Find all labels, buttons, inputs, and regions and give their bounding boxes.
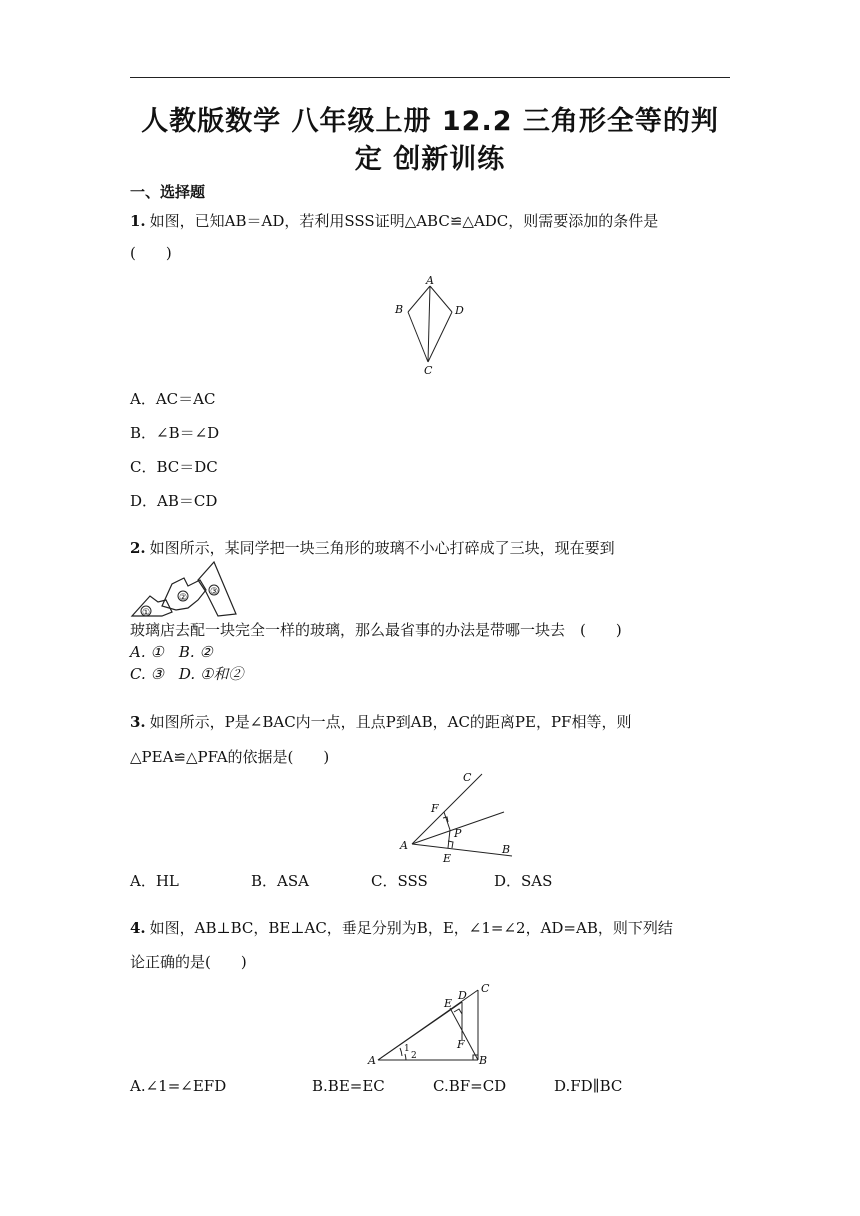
question-number: 4.	[130, 919, 146, 937]
figure-label: P	[454, 827, 462, 840]
question-3-stem	[130, 712, 730, 732]
title-line-2: 定 创新训练	[354, 144, 506, 175]
options-row-1: A. ① B. ②	[130, 643, 213, 661]
option-b: B.BE=EC	[312, 1077, 385, 1095]
page-title	[130, 103, 730, 179]
question-text: 如图，AB⊥BC，BE⊥AC，垂足分别为B，E，∠1=∠2，AD=AB，则下列结	[149, 919, 673, 937]
figure-label: B	[479, 1054, 488, 1067]
question-number: 3.	[130, 713, 146, 731]
question-1-answer-blank: ( )	[130, 244, 172, 262]
figure-label: E	[443, 852, 452, 865]
header-rule	[130, 77, 730, 78]
option-d: D．SAS	[494, 872, 553, 890]
question-2-stem-continued: 玻璃店去配一块完全一样的玻璃，那么最省事的办法是带哪一块去 ( )	[130, 621, 622, 639]
figure-label: C	[463, 771, 472, 784]
piece-label: ②	[179, 593, 188, 603]
option-b: B．ASA	[251, 872, 309, 890]
option-c: C．BC＝DC	[130, 458, 218, 476]
question-4-figure	[366, 978, 500, 1070]
figure-label: B	[395, 303, 404, 316]
question-3-stem-continued: △PEA≌△PFA的依据是( )	[130, 748, 330, 766]
question-4-stem-continued: 论正确的是( )	[130, 953, 247, 971]
question-1-figure	[388, 272, 474, 378]
option-a: A．HL	[130, 872, 179, 890]
question-2-figure	[128, 558, 240, 620]
figure-label: A	[368, 1054, 376, 1067]
figure-label: C	[424, 364, 433, 377]
options-row-2: C. ③ D. ①和②	[130, 665, 244, 683]
question-1-stem	[130, 211, 730, 231]
option-c: C.BF=CD	[433, 1077, 507, 1095]
question-text: 如图，已知AB＝AD，若利用SSS证明△ABC≌△ADC，则需要添加的条件是	[149, 212, 659, 230]
piece-label: ③	[210, 587, 219, 597]
figure-label: A	[400, 839, 408, 852]
option-a: A．AC＝AC	[130, 390, 216, 408]
figure-label: D	[455, 304, 464, 317]
angle-label: 2	[411, 1051, 417, 1061]
angle-label: 1	[404, 1044, 410, 1054]
option-a: A.∠1=∠EFD	[130, 1077, 227, 1095]
piece-label: ①	[142, 608, 151, 618]
question-2-stem	[130, 538, 730, 558]
option-b: B．∠B＝∠D	[130, 424, 220, 442]
question-number: 1.	[130, 212, 146, 230]
figure-label: F	[431, 802, 439, 815]
question-4-stem	[130, 918, 730, 938]
option-d: D．AB＝CD	[130, 492, 218, 510]
question-text: 如图所示，P是∠BAC内一点，且点P到AB，AC的距离PE，PF相等，则	[149, 713, 632, 731]
title-line-1: 人教版数学 八年级上册 12.2 三角形全等的判	[141, 106, 719, 137]
section-heading: 一、选择题	[130, 183, 206, 201]
figure-label: B	[502, 843, 511, 856]
option-d: D.FD∥BC	[554, 1077, 623, 1095]
figure-label: E	[444, 997, 453, 1010]
question-number: 2.	[130, 539, 146, 557]
figure-label: F	[457, 1038, 465, 1051]
figure-label: C	[481, 982, 490, 995]
figure-label: A	[426, 274, 434, 287]
option-c: C．SSS	[371, 872, 428, 890]
question-text: 如图所示，某同学把一块三角形的玻璃不小心打碎成了三块，现在要到	[149, 539, 615, 557]
question-3-figure	[396, 768, 520, 866]
figure-label: D	[458, 989, 467, 1002]
